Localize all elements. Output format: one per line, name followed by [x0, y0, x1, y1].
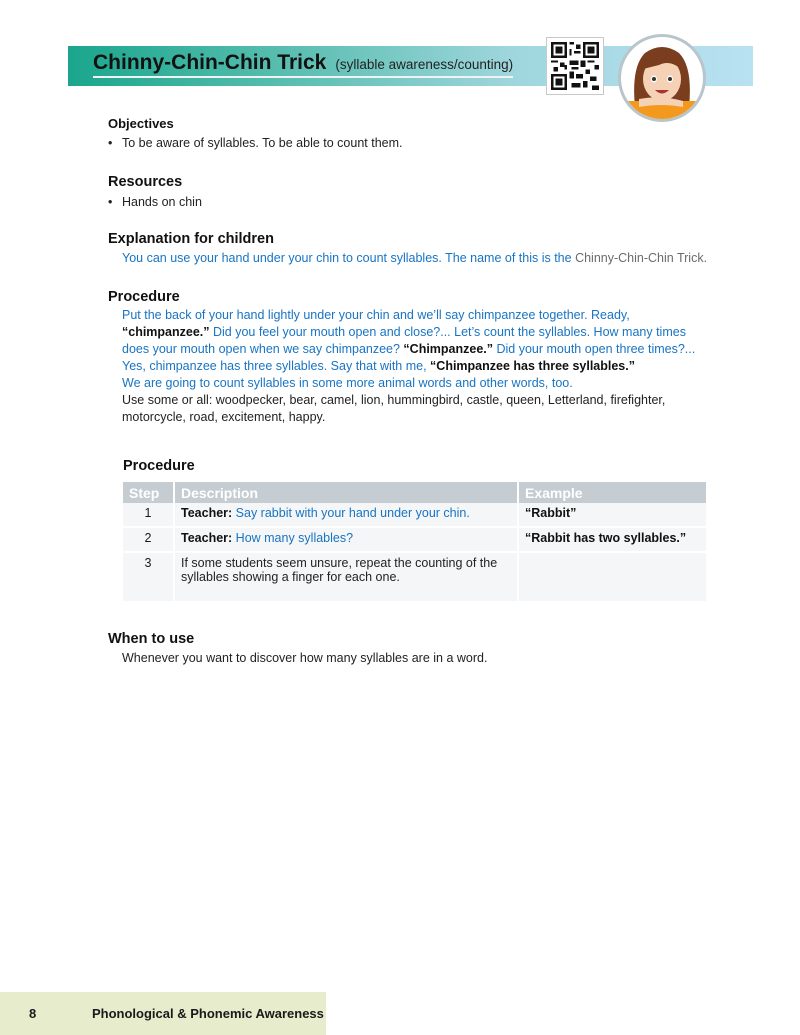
procedure-text: Put the back of your hand lightly under your chin and we’ll say chimpanzee together. Ready, “chimpanzee.” Did you feel your mouth open and close?... Let’s count the syllables. How many times does your mouth open when we say chimpanzee? “Chimpanzee.” Did your mouth open three times?... Yes, chimpanzee has three syllables. Say that with me, “Chimpanzee has three syllables.” We are going to count syllables in some more animal words and other words, too. Use some or all: woodpecker, bear, camel, lion, hummingbird, castle, queen, Letterland, firefighter, motorcycle, road, excitement, happy.: [122, 308, 696, 424]
activity-title: Chinny-Chin-Chin Trick: [93, 51, 327, 74]
explanation-section: [108, 231, 708, 267]
page-title: [93, 51, 513, 78]
procedure-section: [108, 289, 708, 426]
table-row: 1 Teacher: Say rabbit with your hand under your chin. “Rabbit”: [123, 503, 706, 528]
procedure-table-heading: Procedure: [123, 458, 195, 474]
table-header-row: [123, 482, 706, 503]
resource-item: • Hands on chin: [108, 195, 202, 209]
activity-subtitle: (syllable awareness/counting): [335, 57, 514, 72]
page-number: 8: [29, 1006, 37, 1021]
page-footer: [0, 992, 326, 1035]
procedure-heading: Procedure: [108, 289, 180, 305]
procedure-table: [123, 482, 706, 603]
resources-section: [108, 174, 708, 209]
objectives-heading: Objectives: [108, 116, 174, 131]
objectives-section: [108, 116, 708, 150]
column-header-description: Description: [175, 482, 519, 503]
explanation-heading: Explanation for children: [108, 231, 274, 247]
table-row: 2 Teacher: How many syllables? “Rabbit has two syllables.”: [123, 528, 706, 553]
table-row: 3 If some students seem unsure, repeat the counting of the syllables showing a finger for each one.: [123, 553, 706, 603]
when-to-use-text: Whenever you want to discover how many syllables are in a word.: [122, 651, 488, 665]
explanation-text: You can use your hand under your chin to count syllables. The name of this is the Chinny-Chin-Chin Trick.: [122, 251, 708, 265]
when-to-use-heading: When to use: [108, 631, 195, 647]
trick-name: Chinny-Chin-Chin Trick.: [575, 251, 708, 265]
section-name: Phonological & Phonemic Awareness: [92, 1006, 324, 1021]
girl-avatar-icon: [618, 34, 706, 122]
resources-heading: Resources: [108, 174, 183, 190]
qr-code-icon[interactable]: [546, 37, 604, 95]
objective-item: • To be aware of syllables. To be able to count them.: [108, 136, 403, 150]
column-header-step: Step: [123, 482, 175, 503]
bullet-icon: •: [108, 195, 113, 209]
when-to-use-section: [108, 631, 708, 667]
procedure-table-section: [123, 458, 706, 603]
lesson-content: [108, 116, 708, 426]
column-header-example: Example: [519, 482, 706, 503]
bullet-icon: •: [108, 136, 113, 150]
